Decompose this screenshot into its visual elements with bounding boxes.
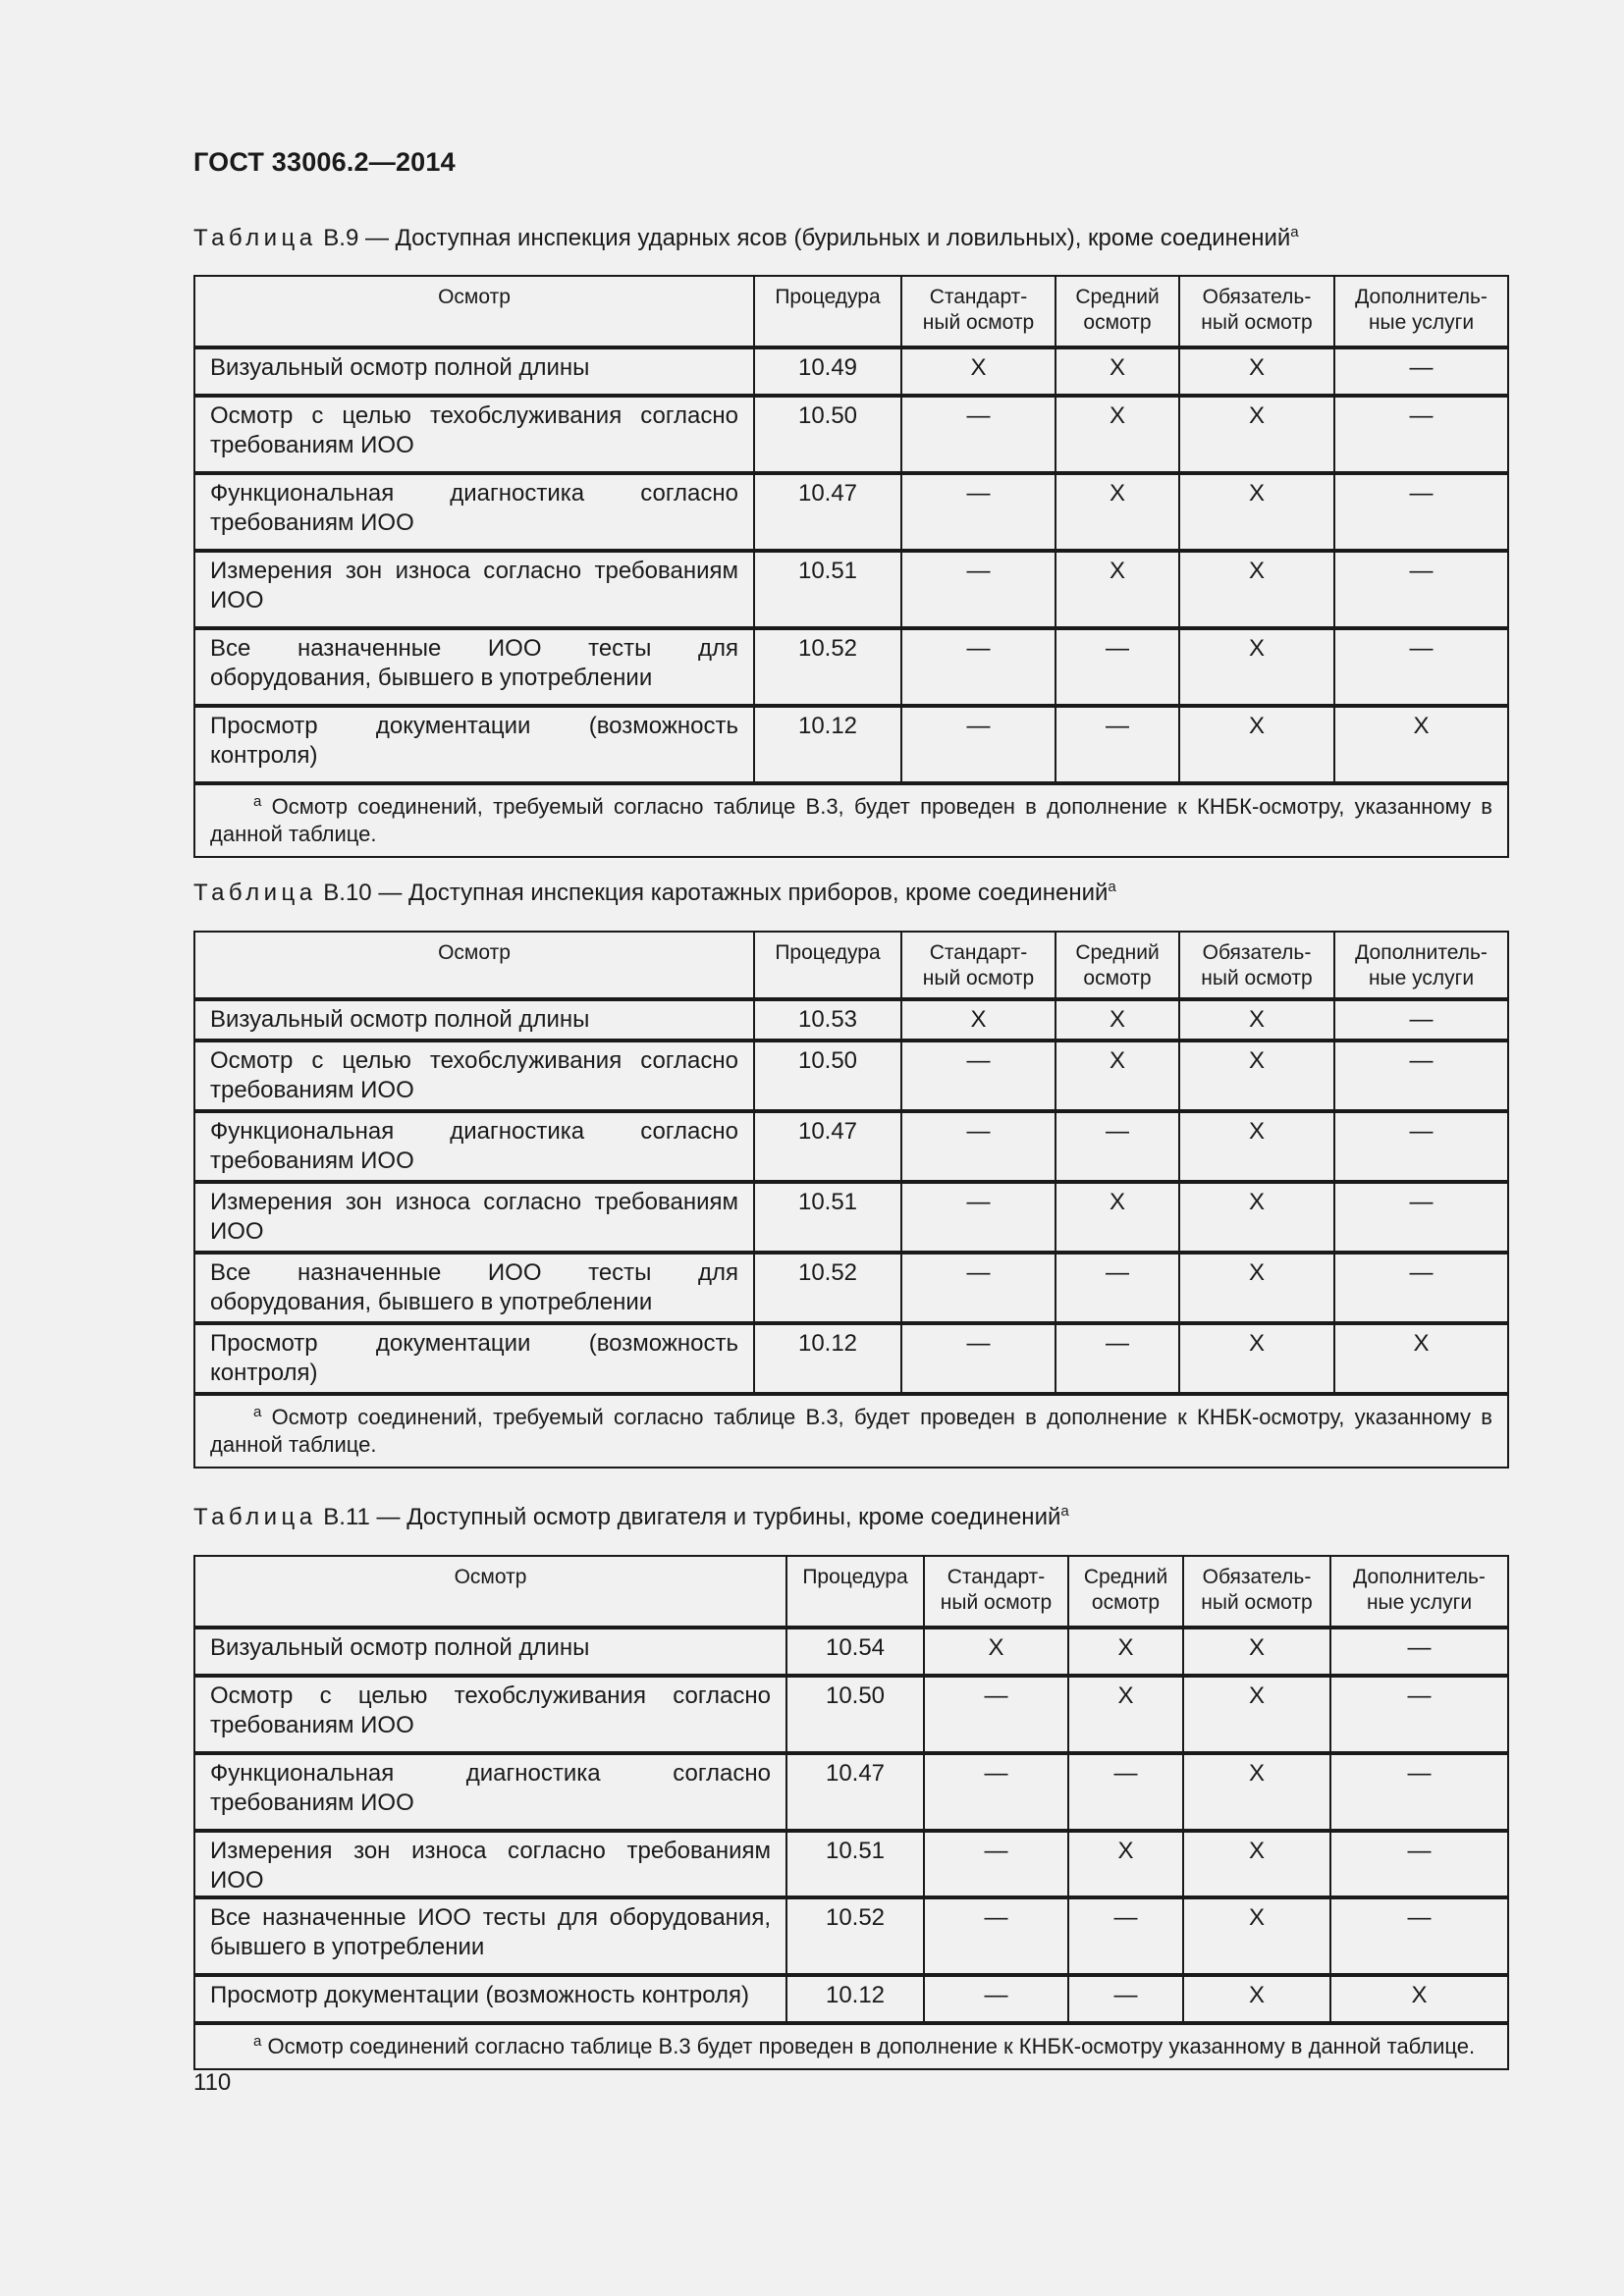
level-cell: X <box>1179 396 1334 473</box>
level-cell: X <box>1179 628 1334 706</box>
level-cell: X <box>1179 473 1334 551</box>
level-cell: — <box>1330 1753 1508 1831</box>
level-cell: — <box>901 706 1056 783</box>
table-row <box>194 706 1508 783</box>
level-cell: X <box>1334 706 1508 783</box>
level-cell: X <box>1179 999 1334 1041</box>
table-caption-prefix: Таблица <box>193 880 317 906</box>
table-caption <box>193 880 1116 907</box>
column-header: Процедура <box>786 1556 924 1628</box>
level-cell: X <box>1179 1323 1334 1394</box>
level-cell: X <box>1179 551 1334 628</box>
level-cell: X <box>1334 1323 1508 1394</box>
procedure-cell: 10.51 <box>754 1182 901 1253</box>
procedure-cell: 10.51 <box>786 1831 924 1897</box>
level-cell: X <box>1179 1253 1334 1323</box>
inspection-item-cell: Функциональная диагностика согласно требованиям ИОО <box>194 1753 786 1831</box>
column-header: Обязатель- ный осмотр <box>1179 932 1334 999</box>
table-footnote-row <box>194 2023 1508 2069</box>
level-cell: — <box>924 1753 1068 1831</box>
inspection-table <box>193 275 1509 858</box>
inspection-item-cell: Все назначенные ИОО тесты для оборудования, бывшего в употреблении <box>194 1253 754 1323</box>
table-footnote <box>194 783 1508 857</box>
inspection-table <box>193 931 1509 1468</box>
level-cell: — <box>924 1897 1068 1975</box>
table-footnote-row <box>194 1394 1508 1468</box>
level-cell: — <box>1068 1753 1183 1831</box>
table-row <box>194 396 1508 473</box>
column-header: Осмотр <box>194 1556 786 1628</box>
column-header: Процедура <box>754 276 901 347</box>
footnote-text: Осмотр соединений, требуемый согласно таблице В.3, будет проведен в дополнение к КНБК-осмотру, указанному в данной таблице. <box>210 794 1492 846</box>
level-cell: X <box>1056 1182 1179 1253</box>
column-header: Стандарт- ный осмотр <box>924 1556 1068 1628</box>
level-cell: — <box>901 628 1056 706</box>
table-row <box>194 1323 1508 1394</box>
table-row <box>194 1753 1508 1831</box>
column-header: Стандарт- ный осмотр <box>901 276 1056 347</box>
level-cell: — <box>1334 1041 1508 1111</box>
level-cell: — <box>924 1831 1068 1897</box>
level-cell: — <box>901 551 1056 628</box>
footnote-marker: а <box>253 1404 262 1420</box>
level-cell: — <box>901 473 1056 551</box>
procedure-cell: 10.47 <box>786 1753 924 1831</box>
inspection-item-cell: Осмотр с целью техобслуживания согласно требованиям ИОО <box>194 396 754 473</box>
procedure-cell: 10.12 <box>754 1323 901 1394</box>
table-row <box>194 1041 1508 1111</box>
level-cell: — <box>1334 1182 1508 1253</box>
table-row <box>194 1831 1508 1897</box>
inspection-item-cell: Визуальный осмотр полной длины <box>194 1628 786 1676</box>
level-cell: — <box>1330 1676 1508 1753</box>
column-header: Средний осмотр <box>1056 276 1179 347</box>
level-cell: — <box>924 1676 1068 1753</box>
inspection-item-cell: Функциональная диагностика согласно требованиям ИОО <box>194 1111 754 1182</box>
procedure-cell: 10.50 <box>754 1041 901 1111</box>
footnote-marker: а <box>1108 879 1116 895</box>
procedure-cell: 10.12 <box>754 706 901 783</box>
level-cell: X <box>1183 1676 1330 1753</box>
level-cell: X <box>1183 1753 1330 1831</box>
table-header-row <box>194 1556 1508 1628</box>
level-cell: X <box>1068 1628 1183 1676</box>
column-header: Средний осмотр <box>1056 932 1179 999</box>
table-header-row <box>194 932 1508 999</box>
procedure-cell: 10.50 <box>754 396 901 473</box>
inspection-item-cell: Измерения зон износа согласно требованиям ИОО <box>194 1182 754 1253</box>
table-caption-number: В.9 <box>323 225 359 251</box>
table-row <box>194 347 1508 396</box>
level-cell: — <box>1068 1897 1183 1975</box>
procedure-cell: 10.52 <box>754 628 901 706</box>
level-cell: — <box>901 1253 1056 1323</box>
level-cell: X <box>1068 1831 1183 1897</box>
column-header: Осмотр <box>194 932 754 999</box>
table-row <box>194 1897 1508 1975</box>
table-row <box>194 1253 1508 1323</box>
column-header: Процедура <box>754 932 901 999</box>
column-header: Обязатель- ный осмотр <box>1179 276 1334 347</box>
level-cell: — <box>901 396 1056 473</box>
column-header: Дополнитель- ные услуги <box>1330 1556 1508 1628</box>
level-cell: X <box>1056 473 1179 551</box>
table-row <box>194 551 1508 628</box>
inspection-item-cell: Визуальный осмотр полной длины <box>194 999 754 1041</box>
table-caption-prefix: Таблица <box>193 225 317 251</box>
level-cell: — <box>901 1111 1056 1182</box>
level-cell: — <box>1334 1253 1508 1323</box>
level-cell: X <box>1330 1975 1508 2023</box>
table-row <box>194 1975 1508 2023</box>
column-header: Средний осмотр <box>1068 1556 1183 1628</box>
page-number: 110 <box>193 2069 232 2096</box>
inspection-item-cell: Просмотр документации (возможность контроля) <box>194 1975 786 2023</box>
level-cell: — <box>1334 551 1508 628</box>
level-cell: X <box>901 347 1056 396</box>
procedure-cell: 10.50 <box>786 1676 924 1753</box>
level-cell: — <box>1056 1111 1179 1182</box>
document-header: ГОСТ 33006.2—2014 <box>193 147 456 177</box>
column-header: Обязатель- ный осмотр <box>1183 1556 1330 1628</box>
column-header: Дополнитель- ные услуги <box>1334 276 1508 347</box>
table-row <box>194 1182 1508 1253</box>
level-cell: — <box>1334 347 1508 396</box>
level-cell: X <box>1183 1897 1330 1975</box>
table-row <box>194 628 1508 706</box>
table-footnote <box>194 1394 1508 1468</box>
footnote-marker: а <box>253 793 262 810</box>
level-cell: — <box>1056 1253 1179 1323</box>
level-cell: — <box>901 1323 1056 1394</box>
level-cell: X <box>1179 1182 1334 1253</box>
procedure-cell: 10.12 <box>786 1975 924 2023</box>
level-cell: — <box>1334 1111 1508 1182</box>
level-cell: X <box>1179 347 1334 396</box>
table-caption-number: В.10 <box>323 880 372 906</box>
table-caption-number: В.11 <box>323 1504 370 1530</box>
table-row <box>194 999 1508 1041</box>
level-cell: X <box>1056 396 1179 473</box>
level-cell: — <box>1330 1628 1508 1676</box>
inspection-item-cell: Измерения зон износа согласно требованиям ИОО <box>194 1831 786 1897</box>
procedure-cell: 10.52 <box>786 1897 924 1975</box>
procedure-cell: 10.49 <box>754 347 901 396</box>
inspection-item-cell: Измерения зон износа согласно требованиям ИОО <box>194 551 754 628</box>
footnote-text: Осмотр соединений, требуемый согласно таблице В.3, будет проведен в дополнение к КНБК-осмотру, указанному в данной таблице. <box>210 1405 1492 1457</box>
table-caption-text: — Доступная инспекция каротажных приборов, кроме соединений <box>371 880 1109 906</box>
table-row <box>194 1111 1508 1182</box>
level-cell: X <box>1183 1975 1330 2023</box>
procedure-cell: 10.47 <box>754 473 901 551</box>
table-caption-text: — Доступная инспекция ударных ясов (бурильных и ловильных), кроме соединений <box>358 225 1291 251</box>
column-header: Стандарт- ный осмотр <box>901 932 1056 999</box>
level-cell: — <box>901 1182 1056 1253</box>
table-row <box>194 1628 1508 1676</box>
level-cell: — <box>1334 628 1508 706</box>
level-cell: X <box>901 999 1056 1041</box>
level-cell: X <box>1183 1628 1330 1676</box>
level-cell: X <box>1068 1676 1183 1753</box>
inspection-item-cell: Все назначенные ИОО тесты для оборудования, бывшего в употреблении <box>194 1897 786 1975</box>
procedure-cell: 10.52 <box>754 1253 901 1323</box>
procedure-cell: 10.53 <box>754 999 901 1041</box>
level-cell: — <box>1330 1831 1508 1897</box>
level-cell: — <box>1334 999 1508 1041</box>
level-cell: X <box>1179 706 1334 783</box>
level-cell: — <box>1330 1897 1508 1975</box>
footnote-text: Осмотр соединений согласно таблице В.3 будет проведен в дополнение к КНБК-осмотру указанному в данной таблице. <box>261 2034 1476 2058</box>
table-caption-text: — Доступный осмотр двигателя и турбины, кроме соединений <box>369 1504 1061 1530</box>
level-cell: — <box>1334 396 1508 473</box>
level-cell: — <box>901 1041 1056 1111</box>
procedure-cell: 10.51 <box>754 551 901 628</box>
inspection-item-cell: Осмотр с целью техобслуживания согласно требованиям ИОО <box>194 1676 786 1753</box>
table-caption <box>193 1504 1069 1531</box>
procedure-cell: 10.54 <box>786 1628 924 1676</box>
inspection-item-cell: Осмотр с целью техобслуживания согласно требованиям ИОО <box>194 1041 754 1111</box>
table-header-row <box>194 276 1508 347</box>
level-cell: X <box>1056 1041 1179 1111</box>
procedure-cell: 10.47 <box>754 1111 901 1182</box>
level-cell: X <box>1179 1041 1334 1111</box>
level-cell: — <box>1334 473 1508 551</box>
inspection-item-cell: Просмотр документации (возможность контроля) <box>194 1323 754 1394</box>
table-footnote <box>194 2023 1508 2069</box>
footnote-marker: а <box>1290 224 1299 240</box>
level-cell: X <box>1183 1831 1330 1897</box>
level-cell: — <box>1056 706 1179 783</box>
inspection-item-cell: Визуальный осмотр полной длины <box>194 347 754 396</box>
level-cell: X <box>1056 347 1179 396</box>
inspection-table <box>193 1555 1509 2070</box>
level-cell: X <box>1056 551 1179 628</box>
inspection-item-cell: Просмотр документации (возможность контроля) <box>194 706 754 783</box>
level-cell: X <box>924 1628 1068 1676</box>
level-cell: X <box>1179 1111 1334 1182</box>
table-row <box>194 1676 1508 1753</box>
column-header: Осмотр <box>194 276 754 347</box>
inspection-item-cell: Функциональная диагностика согласно требованиям ИОО <box>194 473 754 551</box>
footnote-marker: а <box>1060 1503 1069 1520</box>
table-footnote-row <box>194 783 1508 857</box>
column-header: Дополнитель- ные услуги <box>1334 932 1508 999</box>
table-row <box>194 473 1508 551</box>
level-cell: — <box>1056 1323 1179 1394</box>
table-caption-prefix: Таблица <box>193 1504 317 1530</box>
level-cell: — <box>1056 628 1179 706</box>
level-cell: — <box>1068 1975 1183 2023</box>
inspection-item-cell: Все назначенные ИОО тесты для оборудования, бывшего в употреблении <box>194 628 754 706</box>
table-caption <box>193 225 1299 252</box>
level-cell: — <box>924 1975 1068 2023</box>
level-cell: X <box>1056 999 1179 1041</box>
footnote-marker: а <box>253 2033 262 2050</box>
